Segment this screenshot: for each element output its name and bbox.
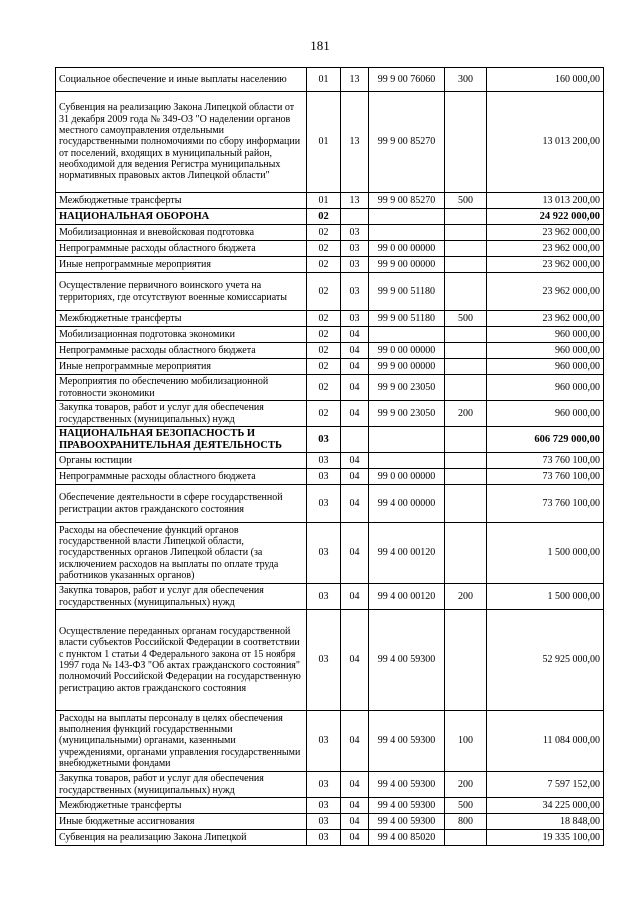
row-section: 03 <box>307 772 341 798</box>
row-article <box>369 427 445 453</box>
row-article: 99 9 00 85270 <box>369 92 445 193</box>
row-subsection: 04 <box>341 830 369 846</box>
row-article: 99 9 00 51180 <box>369 273 445 311</box>
row-name: НАЦИОНАЛЬНАЯ БЕЗОПАСНОСТЬ И ПРАВООХРАНИТЕЛЬНАЯ ДЕЯТЕЛЬНОСТЬ <box>56 427 307 453</box>
row-sum: 606 729 000,00 <box>487 427 604 453</box>
row-article: 99 9 00 85270 <box>369 193 445 209</box>
row-sum: 23 962 000,00 <box>487 273 604 311</box>
table-row <box>56 711 604 772</box>
row-subsection: 03 <box>341 241 369 257</box>
row-article: 99 4 00 59300 <box>369 711 445 772</box>
row-sum: 1 500 000,00 <box>487 523 604 584</box>
row-article: 99 0 00 00000 <box>369 469 445 485</box>
row-subsection: 04 <box>341 772 369 798</box>
row-article: 99 0 00 00000 <box>369 241 445 257</box>
row-sum: 960 000,00 <box>487 343 604 359</box>
row-section: 03 <box>307 523 341 584</box>
row-subsection: 03 <box>341 257 369 273</box>
table-row <box>56 469 604 485</box>
row-subsection: 04 <box>341 327 369 343</box>
row-section: 03 <box>307 830 341 846</box>
row-sum: 1 500 000,00 <box>487 584 604 610</box>
row-name: Иные непрограммные мероприятия <box>56 257 307 273</box>
row-name: Социальное обеспечение и иные выплаты населению <box>56 68 307 92</box>
row-expense-kind <box>445 830 487 846</box>
row-sum: 73 760 100,00 <box>487 453 604 469</box>
row-name: Закупка товаров, работ и услуг для обеспечения государственных (муниципальных) нужд <box>56 772 307 798</box>
row-subsection: 13 <box>341 193 369 209</box>
row-section: 03 <box>307 798 341 814</box>
row-expense-kind <box>445 92 487 193</box>
row-expense-kind: 200 <box>445 772 487 798</box>
row-subsection: 04 <box>341 359 369 375</box>
row-expense-kind <box>445 273 487 311</box>
table-row <box>56 772 604 798</box>
row-name: Межбюджетные трансферты <box>56 311 307 327</box>
table-row <box>56 193 604 209</box>
row-expense-kind <box>445 485 487 523</box>
budget-table <box>55 67 604 846</box>
row-subsection: 04 <box>341 584 369 610</box>
row-name: Расходы на выплаты персоналу в целях обеспечения выполнения функций государственными (муниципальными) органами, казенными учреждениями, органами управления государственными внебюджетными фондами <box>56 711 307 772</box>
row-name: Мероприятия по обеспечению мобилизационной готовности экономики <box>56 375 307 401</box>
row-section: 03 <box>307 584 341 610</box>
row-section: 02 <box>307 327 341 343</box>
row-subsection: 04 <box>341 711 369 772</box>
row-sum: 34 225 000,00 <box>487 798 604 814</box>
row-article: 99 9 00 76060 <box>369 68 445 92</box>
row-section: 02 <box>307 375 341 401</box>
table-row <box>56 225 604 241</box>
row-subsection: 03 <box>341 311 369 327</box>
row-section: 03 <box>307 485 341 523</box>
row-article: 99 4 00 59300 <box>369 798 445 814</box>
row-sum: 13 013 200,00 <box>487 193 604 209</box>
row-name: Мобилизационная подготовка экономики <box>56 327 307 343</box>
row-subsection: 04 <box>341 401 369 427</box>
row-expense-kind: 100 <box>445 711 487 772</box>
row-subsection <box>341 427 369 453</box>
row-sum: 960 000,00 <box>487 401 604 427</box>
row-name: Иные непрограммные мероприятия <box>56 359 307 375</box>
row-section: 03 <box>307 453 341 469</box>
row-subsection: 04 <box>341 453 369 469</box>
row-expense-kind <box>445 225 487 241</box>
row-section: 02 <box>307 311 341 327</box>
row-section: 01 <box>307 193 341 209</box>
table-row <box>56 798 604 814</box>
row-name: Межбюджетные трансферты <box>56 798 307 814</box>
row-article: 99 9 00 23050 <box>369 401 445 427</box>
row-expense-kind <box>445 375 487 401</box>
row-section: 01 <box>307 68 341 92</box>
row-expense-kind <box>445 343 487 359</box>
row-sum: 73 760 100,00 <box>487 485 604 523</box>
row-section: 02 <box>307 401 341 427</box>
row-name: Субвенция на реализацию Закона Липецкой <box>56 830 307 846</box>
row-subsection: 04 <box>341 814 369 830</box>
row-expense-kind: 500 <box>445 311 487 327</box>
row-sum: 13 013 200,00 <box>487 92 604 193</box>
row-sum: 73 760 100,00 <box>487 469 604 485</box>
table-row <box>56 830 604 846</box>
row-section: 03 <box>307 469 341 485</box>
row-expense-kind: 500 <box>445 798 487 814</box>
row-expense-kind <box>445 469 487 485</box>
row-name: Закупка товаров, работ и услуг для обеспечения государственных (муниципальных) нужд <box>56 584 307 610</box>
table-row <box>56 257 604 273</box>
row-expense-kind <box>445 427 487 453</box>
row-article <box>369 327 445 343</box>
table-row <box>56 241 604 257</box>
row-name: Непрограммные расходы областного бюджета <box>56 469 307 485</box>
row-article: 99 4 00 00120 <box>369 584 445 610</box>
row-name: Органы юстиции <box>56 453 307 469</box>
row-sum: 960 000,00 <box>487 375 604 401</box>
row-article: 99 9 00 51180 <box>369 311 445 327</box>
row-article: 99 9 00 00000 <box>369 359 445 375</box>
table-row <box>56 610 604 711</box>
row-subsection: 03 <box>341 273 369 311</box>
row-expense-kind <box>445 523 487 584</box>
row-subsection <box>341 209 369 225</box>
row-subsection: 04 <box>341 343 369 359</box>
row-name: Обеспечение деятельности в сфере государственной регистрации актов гражданского состояния <box>56 485 307 523</box>
row-sum: 24 922 000,00 <box>487 209 604 225</box>
row-article: 99 4 00 59300 <box>369 772 445 798</box>
table-row <box>56 523 604 584</box>
row-name: Субвенция на реализацию Закона Липецкой области от 31 декабря 2009 года № 349-ОЗ "О наделении органов местного самоуправления отдельными государственными полномочиями по сбору информации от поселений, входящих в муниципальный район, необходимой для ведения Регистра муниципальных нормативных правовых актов Липецкой области" <box>56 92 307 193</box>
table-row <box>56 485 604 523</box>
row-section: 02 <box>307 359 341 375</box>
row-sum: 160 000,00 <box>487 68 604 92</box>
row-sum: 52 925 000,00 <box>487 610 604 711</box>
row-subsection: 04 <box>341 469 369 485</box>
row-sum: 960 000,00 <box>487 327 604 343</box>
table-row <box>56 343 604 359</box>
table-row <box>56 92 604 193</box>
row-name: Осуществление переданных органам государственной власти субъектов Российской Федерации в соответствии с пунктом 1 статьи 4 Федерального закона от 15 ноября 1997 года № 143-ФЗ "Об актах гражданского состояния" полномочий Российской Федерации на государственную регистрацию актов гражданского состояния <box>56 610 307 711</box>
row-article: 99 4 00 00000 <box>369 485 445 523</box>
table-row <box>56 814 604 830</box>
table-row <box>56 453 604 469</box>
row-section: 02 <box>307 257 341 273</box>
row-sum: 23 962 000,00 <box>487 225 604 241</box>
row-subsection: 03 <box>341 225 369 241</box>
table-row <box>56 209 604 225</box>
row-sum: 23 962 000,00 <box>487 257 604 273</box>
row-sum: 11 084 000,00 <box>487 711 604 772</box>
row-article: 99 4 00 00120 <box>369 523 445 584</box>
row-subsection: 13 <box>341 68 369 92</box>
row-name: Непрограммные расходы областного бюджета <box>56 241 307 257</box>
row-article: 99 0 00 00000 <box>369 343 445 359</box>
row-article: 99 4 00 85020 <box>369 830 445 846</box>
row-article <box>369 225 445 241</box>
row-expense-kind <box>445 327 487 343</box>
row-name: Осуществление первичного воинского учета на территориях, где отсутствуют военные комиссариаты <box>56 273 307 311</box>
table-row <box>56 327 604 343</box>
row-expense-kind: 300 <box>445 68 487 92</box>
row-expense-kind <box>445 359 487 375</box>
row-expense-kind: 800 <box>445 814 487 830</box>
row-name: Непрограммные расходы областного бюджета <box>56 343 307 359</box>
row-section: 03 <box>307 814 341 830</box>
row-sum: 23 962 000,00 <box>487 241 604 257</box>
row-name: Расходы на обеспечение функций органов государственной власти Липецкой области, государственных органов Липецкой области (за исключением расходов на выплаты по оплате труда работников указанных органов) <box>56 523 307 584</box>
row-article <box>369 209 445 225</box>
row-subsection: 04 <box>341 798 369 814</box>
row-section: 03 <box>307 427 341 453</box>
row-expense-kind <box>445 241 487 257</box>
row-section: 02 <box>307 225 341 241</box>
row-sum: 7 597 152,00 <box>487 772 604 798</box>
row-expense-kind <box>445 610 487 711</box>
row-name: Закупка товаров, работ и услуг для обеспечения государственных (муниципальных) нужд <box>56 401 307 427</box>
row-sum: 18 848,00 <box>487 814 604 830</box>
table-row <box>56 68 604 92</box>
row-name: Мобилизационная и вневойсковая подготовка <box>56 225 307 241</box>
page-number: 181 <box>310 38 330 53</box>
row-name: Межбюджетные трансферты <box>56 193 307 209</box>
row-section: 01 <box>307 92 341 193</box>
row-article: 99 4 00 59300 <box>369 814 445 830</box>
row-section: 03 <box>307 610 341 711</box>
row-name: Иные бюджетные ассигнования <box>56 814 307 830</box>
row-subsection: 04 <box>341 523 369 584</box>
row-section: 02 <box>307 209 341 225</box>
row-expense-kind <box>445 453 487 469</box>
table-row <box>56 311 604 327</box>
row-subsection: 04 <box>341 375 369 401</box>
row-expense-kind <box>445 209 487 225</box>
table-row <box>56 273 604 311</box>
row-expense-kind: 200 <box>445 401 487 427</box>
row-sum: 19 335 100,00 <box>487 830 604 846</box>
row-subsection: 04 <box>341 610 369 711</box>
row-expense-kind: 500 <box>445 193 487 209</box>
table-row <box>56 375 604 401</box>
row-section: 03 <box>307 711 341 772</box>
row-sum: 23 962 000,00 <box>487 311 604 327</box>
table-row <box>56 584 604 610</box>
row-article: 99 9 00 00000 <box>369 257 445 273</box>
table-row <box>56 401 604 427</box>
row-article: 99 9 00 23050 <box>369 375 445 401</box>
row-article: 99 4 00 59300 <box>369 610 445 711</box>
row-article <box>369 453 445 469</box>
table-row <box>56 359 604 375</box>
row-sum: 960 000,00 <box>487 359 604 375</box>
row-subsection: 04 <box>341 485 369 523</box>
table-row <box>56 427 604 453</box>
row-subsection: 13 <box>341 92 369 193</box>
row-section: 02 <box>307 273 341 311</box>
row-expense-kind: 200 <box>445 584 487 610</box>
row-section: 02 <box>307 343 341 359</box>
row-name: НАЦИОНАЛЬНАЯ ОБОРОНА <box>56 209 307 225</box>
row-section: 02 <box>307 241 341 257</box>
budget-table-body <box>56 68 604 846</box>
row-expense-kind <box>445 257 487 273</box>
